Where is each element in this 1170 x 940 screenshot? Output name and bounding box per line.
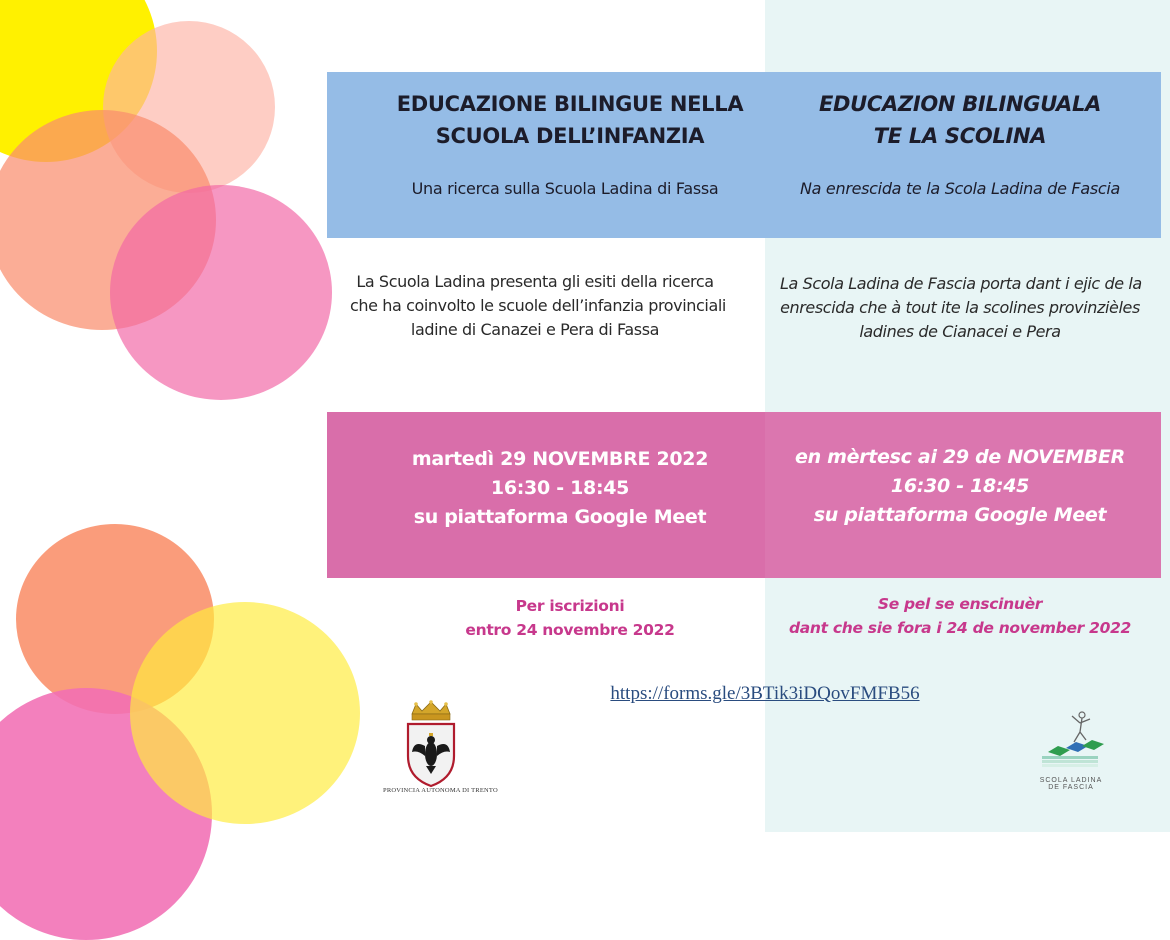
scola-ladina-caption-line-1: SCOLA LADINA (1039, 777, 1103, 784)
left-registration-line-1: Per iscrizioni (515, 597, 625, 615)
right-registration (785, 592, 1135, 640)
left-description-line-1: La Scuola Ladina presenta gli esiti della ricerca (356, 272, 714, 291)
trento-crest-icon (398, 700, 464, 792)
left-event-date: martedì 29 NOVEMBRE 2022 (411, 448, 709, 470)
left-event-time: 16:30 - 18:45 (490, 477, 630, 499)
right-title-line-2: TE LA SCOLINA (873, 124, 1047, 148)
right-event-date: en mèrtesc ai 29 de NOVEMBER (794, 446, 1125, 468)
right-description-line-3: ladines de Cianacei e Pera (859, 322, 1061, 341)
registration-link[interactable]: https://forms.gle/3BTik3iDQovFMFB56 (610, 683, 920, 704)
right-event-time: 16:30 - 18:45 (890, 475, 1030, 497)
left-title-line-2: SCUOLA DELL’INFANZIA (435, 124, 705, 148)
left-description-line-2: che ha coinvolto le scuole dell’infanzia provinciali (350, 296, 726, 315)
left-registration (425, 594, 715, 642)
right-title (790, 88, 1130, 152)
pink-circle-top (110, 185, 332, 400)
left-registration-line-2: entro 24 novembre 2022 (465, 621, 675, 639)
right-description (780, 272, 1140, 344)
left-description (350, 270, 726, 342)
right-event-platform: su piattaforma Google Meet (813, 504, 1107, 526)
left-event-platform: su piattaforma Google Meet (413, 506, 707, 528)
scola-ladina-caption (1028, 777, 1114, 791)
left-subtitle: Una ricerca sulla Scuola Ladina di Fassa (411, 179, 719, 198)
trento-caption: PROVINCIA AUTONOMA DI TRENTO (383, 787, 498, 794)
right-registration-line-1: Se pel se enscinuèr (877, 595, 1043, 613)
scola-ladina-logo (1036, 706, 1108, 776)
right-description-line-1: La Scola Ladina de Fascia porta dant i ejic de la (780, 274, 1142, 293)
left-title-line-1: EDUCAZIONE BILINGUE NELLA (396, 92, 744, 116)
left-description-line-3: ladine di Canazei e Pera di Fassa (410, 320, 660, 339)
right-title-line-1: EDUCAZION BILINGUALA (818, 92, 1102, 116)
right-description-line-2: enrescida che à tout ite la scolines provinzièles (780, 298, 1140, 317)
right-subtitle: Na enrescida te la Scola Ladina de Fascia (799, 179, 1121, 198)
right-registration-line-2: dant che sie fora i 24 de november 2022 (788, 619, 1132, 637)
provincia-trento-logo (398, 700, 464, 792)
yellow-circle-bottom (130, 602, 360, 824)
left-title (390, 88, 750, 152)
scola-ladina-caption-line-2: DE FASCIA (1048, 784, 1094, 791)
left-event-details (395, 445, 725, 532)
scola-ladina-figure-icon (1036, 706, 1108, 776)
right-event-details (790, 443, 1130, 530)
